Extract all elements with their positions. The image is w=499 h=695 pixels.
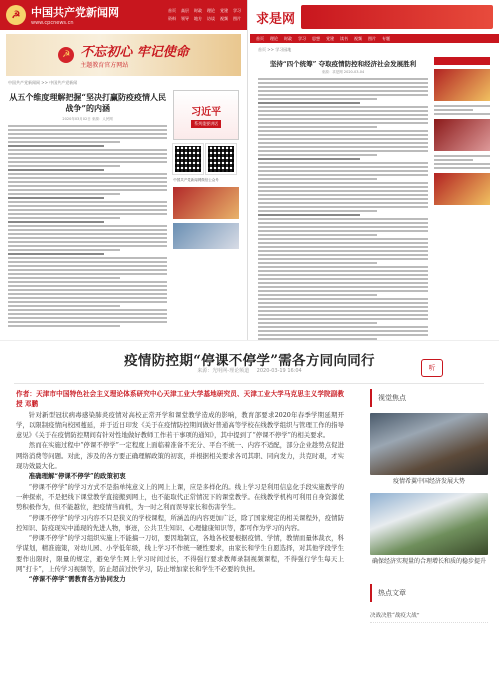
left-nav-item[interactable]: 视频 [220,16,228,21]
qr-code-icon [173,144,203,174]
left-nav-item[interactable]: 时政 [194,8,202,13]
right-nav-item[interactable]: 党建 [326,35,334,41]
left-nav-item[interactable]: 资料 [168,16,176,21]
article-source: 来源：光明网-理论频道 [197,368,250,374]
sidebar-thumbnail[interactable] [434,69,490,101]
left-article-area [0,86,247,331]
left-breadcrumb[interactable]: 中国共产党新闻网 >> 中国共产党新闻 [8,80,78,85]
article-date: 2020-03-19 16:04 [256,368,302,374]
article-sidebar [370,389,488,623]
left-site-nav [168,8,241,22]
right-nav-item[interactable]: 图片 [368,35,376,41]
left-nav-item[interactable]: 领导 [181,16,189,21]
focus-image[interactable] [370,413,488,475]
banner-slogan: 不忘初心 牢记使命 [80,45,189,60]
article-paragraph: 针对新型冠状病毒感染肺炎疫情对高校正常开学和课堂教学造成的影响，教育部要求2020年春季学期延期开学，以限制疫情向校园蔓延，并于近日印发《关于在疫情防控期间做好普通高等学校在线教学组织与管理工作的指导意见》《关于在疫情防控期间有针对性地做好教师工作若干事项的通知》，其中提到了“停课不停学”的相关要求。 [16,410,344,440]
promo-title: 习近平 [191,106,222,118]
listen-button[interactable]: 听 [421,359,443,377]
sidebar-image[interactable] [173,187,239,219]
right-nav-item[interactable]: 时政 [284,35,292,41]
visual-focus-title: 视觉焦点 [370,389,488,407]
left-site-logo[interactable] [31,4,119,26]
focus-image[interactable] [370,493,488,555]
right-article-text-lines [258,78,428,340]
article-paragraph: “停课不停学”的学习组织实施上不能搞一刀切，要因地制宜，各地各校要根据疫情、学情，教情而量体裁衣，科学谋划，精准施策，对幼儿园、小学低年级，线上学习不作统一硬性要求，由家长和学生自愿选择，对其他学段学生要作出限时，限量的规定，避免学生网上学习时间过长，不得强行要求教师录制视频课程，不得强行学生每天上网“打卡”，上传学习视频等，防止超前过快学习，防止增加家长和学生不必要的负担。 [16,534,344,574]
xi-promo-banner[interactable] [173,90,239,140]
article-paragraph: “停课不停学”的学习内容不只是狭义的学校课程，所涵盖的内容更加广泛，除了国家规定的相关课程外，疫情防控知识、防疫现实中涌现的先进人物，事迹，公共卫生知识、心理健康知识等，都可作为学习的内容。 [16,513,344,532]
left-article-title: 从五个维度理解把握“坚决打赢防疫疫情人民战争”的内涵 [9,92,166,113]
article-paragraph: “停课不停学”的学习方式不是指单纯意义上的网上上课，应是多样化的。线上学习是利用信息化手段实施教学的一种探索，不是把线下课堂教学直接搬到网上，也不能取代正常情况下的课堂教学。在线教学机构可利用自身资源优势积极作为，但不能越位，把疫情当商机，为一时之利而误导家长和伤害学生。 [16,482,344,512]
article-body [16,389,344,585]
sidebar-text-lines [434,105,490,115]
sidebar-tag [434,57,490,65]
article-subheading: 准确理解“停课不停学”的政策初衷 [28,472,126,481]
focus-card[interactable] [370,493,488,566]
left-nav-item[interactable]: 党建 [220,8,228,13]
qr-code-row [173,144,239,174]
sidebar-image[interactable] [173,223,239,249]
left-site-logo-subtitle: www.cpcnews.cn [31,20,74,26]
right-nav-item[interactable]: 理论 [270,35,278,41]
left-nav-item[interactable]: 图片 [233,16,241,21]
left-sidebar [173,90,239,327]
left-nav-item[interactable]: 理论 [207,8,215,13]
right-site-header [250,0,499,34]
main-article [0,340,499,695]
right-site-logo[interactable]: 求是网 [256,11,296,27]
article-subheading: “停课不停学”需教育各方协同发力 [28,575,126,584]
right-nav-item[interactable]: 思想 [312,35,320,41]
hot-articles-title: 热点文章 [370,584,488,602]
hot-article-link[interactable]: 决战决胜“战疫大战” [370,608,488,623]
right-body [250,57,499,340]
sidebar-thumbnail[interactable] [434,119,490,151]
right-nav-item[interactable]: 专题 [382,35,390,41]
left-site-banner[interactable] [6,34,241,76]
divider [14,383,484,384]
right-article-title: 坚持“四个统筹” 夺取疫情防控和经济社会发展胜利 [269,60,417,68]
sidebar-text-lines [434,155,490,169]
right-article-meta: 来源：求是网 2020-03-04 [321,70,365,74]
right-site-banner[interactable] [301,5,493,29]
banner-tagline: 主题教育官方网站 [80,62,129,69]
right-sidebar [434,57,490,340]
left-nav-item[interactable]: 地方 [194,16,202,21]
left-site-header [0,0,247,30]
qr-code-icon [206,144,236,174]
left-nav-item[interactable]: 访谈 [207,16,215,21]
right-nav-item[interactable]: 首页 [256,35,264,41]
article-author: 作者：天津市中国特色社会主义理论体系研究中心天津工业大学基地研究员、天津工业大学马克思主义学院副教授 邓鹏 [16,390,344,409]
right-nav-item[interactable]: 学习 [298,35,306,41]
right-nav-item[interactable]: 视频 [354,35,362,41]
left-nav-item[interactable]: 首页 [168,8,176,13]
right-site-nav [250,34,499,43]
promo-subtitle: 系列重要讲话 [191,120,221,128]
article-paragraph: 然而在实施过程中“停课不停学”一定程度上面临着准备不充分、平台不统一、内容不适配，部分企业趁势点促进网络消费等问题。对此，涉及的各方要正确理解政策的初衷，并根据相关要求各司其职、同向发力，共克时艰，才实现功效最大化。 [16,441,344,471]
qr-caption: 中国共产党新闻网微信公众号 [173,178,219,182]
left-article-source: 2020年03月02日 来源：人民网 [62,117,113,121]
left-site-screenshot [0,0,248,340]
party-emblem-icon: ☭ [58,47,74,63]
left-article-text-lines [8,125,167,327]
party-emblem-icon: ☭ [6,5,26,25]
article-headline: 疫情防控期“停课不停学”需各方同向同行 [124,353,375,369]
right-breadcrumb[interactable]: 首页 >> 学习园地 [258,47,292,52]
focus-caption[interactable]: 确保经济实现量的合理增长和质的稳步提升 [371,558,486,565]
sidebar-thumbnail[interactable] [434,173,490,205]
right-nav-item[interactable]: 读书 [340,35,348,41]
right-site-screenshot [250,0,499,340]
focus-caption[interactable]: 疫情希翼中国经济发展大势 [392,478,465,485]
left-nav-item[interactable]: 学习 [233,8,241,13]
right-article [258,57,428,340]
left-site-logo-title: 中国共产党新闻网 [31,6,119,19]
left-article [8,90,167,327]
focus-card[interactable] [370,413,488,486]
left-nav-item[interactable]: 高层 [181,8,189,13]
